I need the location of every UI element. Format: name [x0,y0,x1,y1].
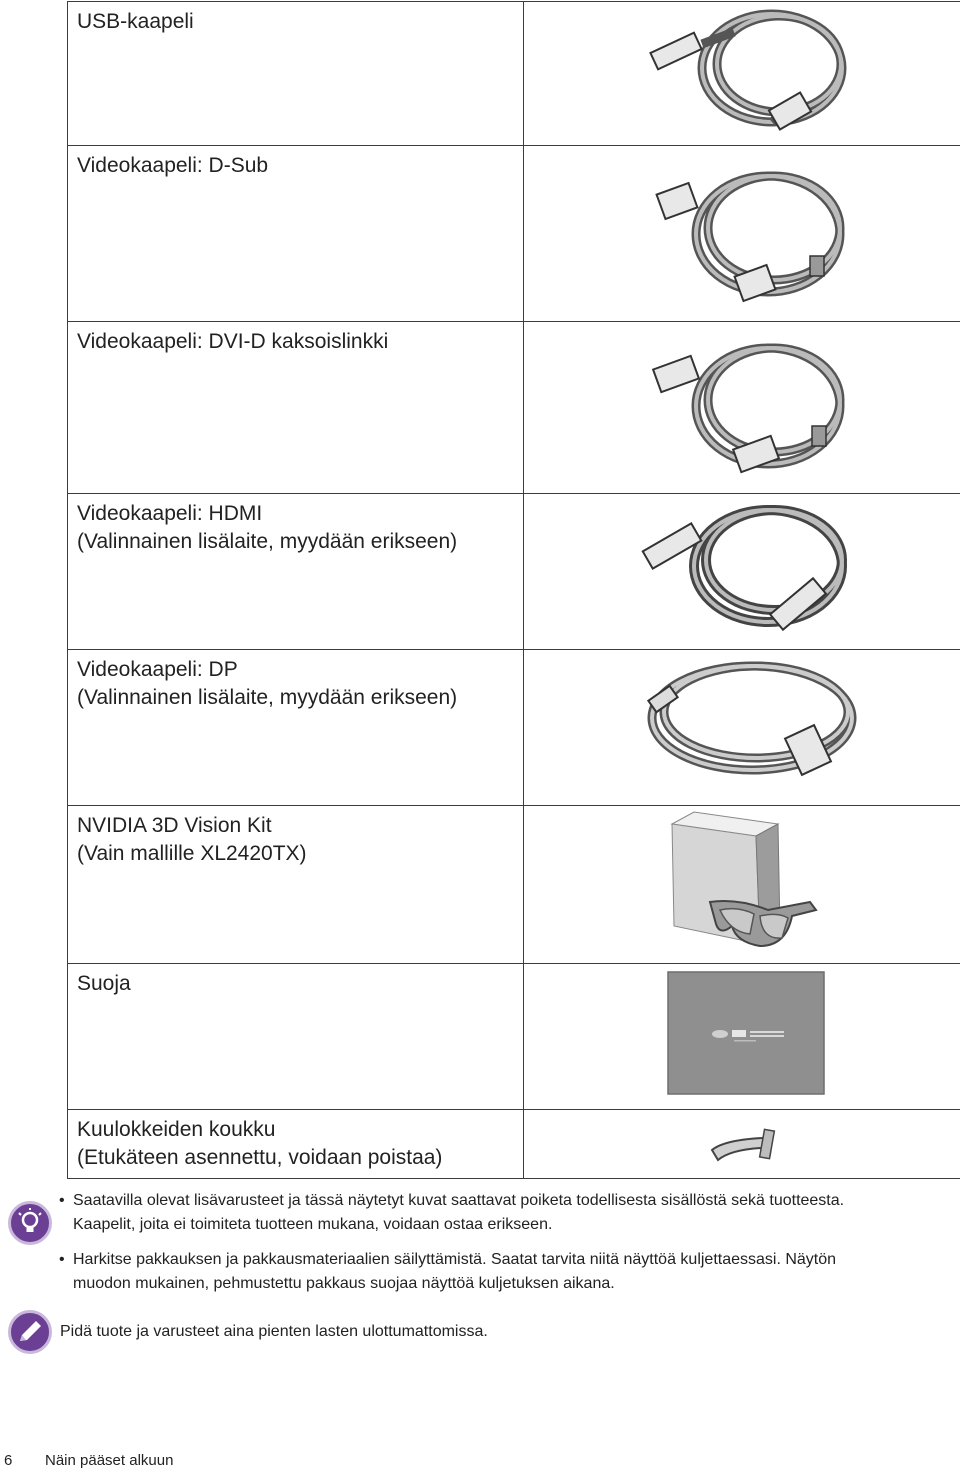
item-name: Videokaapeli: D-Sub [77,154,269,177]
lightbulb-icon [8,1201,52,1245]
item-image-cell [524,322,960,494]
table-row [68,806,960,964]
item-note: (Vain mallille XL2420TX) [77,842,307,865]
table-row [68,146,960,322]
item-label-cell [68,650,524,806]
item-image-cell [524,650,960,806]
tip-line: Kaapelit, joita ei toimiteta tuotteen mukana, voidaan ostaa erikseen. [73,1216,553,1233]
tip-line: Harkitse pakkauksen ja pakkausmateriaalien säilyttämistä. Saatat tarvita niitä näyttöä kuljettaessasi. Näytön [73,1251,837,1268]
item-name: USB-kaapeli [77,10,194,33]
item-image-cell [524,964,960,1110]
headphone-hook-icon [524,1110,960,1176]
item-label-cell [68,322,524,494]
item-note: (Etukäteen asennettu, voidaan poistaa) [77,1146,443,1169]
tip-bullet [73,1189,943,1237]
item-name: Kuulokkeiden koukku [77,1118,276,1141]
table-row [68,1110,960,1179]
tip-line: Saatavilla olevat lisävarusteet ja tässä näytetyt kuvat saattavat poiketa todellisesta sisällöstä sekä tuotteesta. [73,1192,845,1209]
tip-line: muodon mukainen, pehmustettu pakkaus suojaa näyttöä kuljetuksen aikana. [73,1275,615,1292]
hdmi-cable-icon [524,494,960,650]
item-name: NVIDIA 3D Vision Kit [77,814,272,837]
table-row [68,650,960,806]
item-name: Videokaapeli: HDMI [77,502,263,525]
tip-bullet [73,1248,943,1296]
item-label-cell [68,494,524,650]
item-name: Videokaapeli: DP [77,658,238,681]
item-note: (Valinnainen lisälaite, myydään erikseen) [77,686,458,709]
table-row [68,494,960,650]
table-row [68,2,960,146]
item-name: Videokaapeli: DVI-D kaksoislinkki [77,330,389,353]
dp-cable-icon [524,650,960,806]
item-image-cell [524,146,960,322]
item-note: (Valinnainen lisälaite, myydään erikseen) [77,530,458,553]
item-label-cell [68,1110,524,1179]
pencil-icon [8,1310,52,1354]
table-row [68,322,960,494]
item-label-cell [68,146,524,322]
section-name: Näin pääset alkuun [45,1452,174,1469]
item-image-cell [524,806,960,964]
page-number: 6 [4,1452,13,1469]
item-label-cell [68,964,524,1110]
3d-vision-kit-icon [524,806,960,964]
table-row [68,964,960,1110]
dust-cover-icon [524,964,960,1110]
dsub-cable-icon [524,146,960,322]
dvi-cable-icon [524,322,960,494]
item-label-cell [68,2,524,146]
accessories-table [67,1,960,1179]
item-image-cell [524,494,960,650]
item-image-cell [524,2,960,146]
item-name: Suoja [77,972,131,995]
usb-cable-icon [524,2,960,146]
warning-text: Pidä tuote ja varusteet aina pienten lasten ulottumattomissa. [60,1323,488,1340]
item-image-cell [524,1110,960,1179]
item-label-cell [68,806,524,964]
